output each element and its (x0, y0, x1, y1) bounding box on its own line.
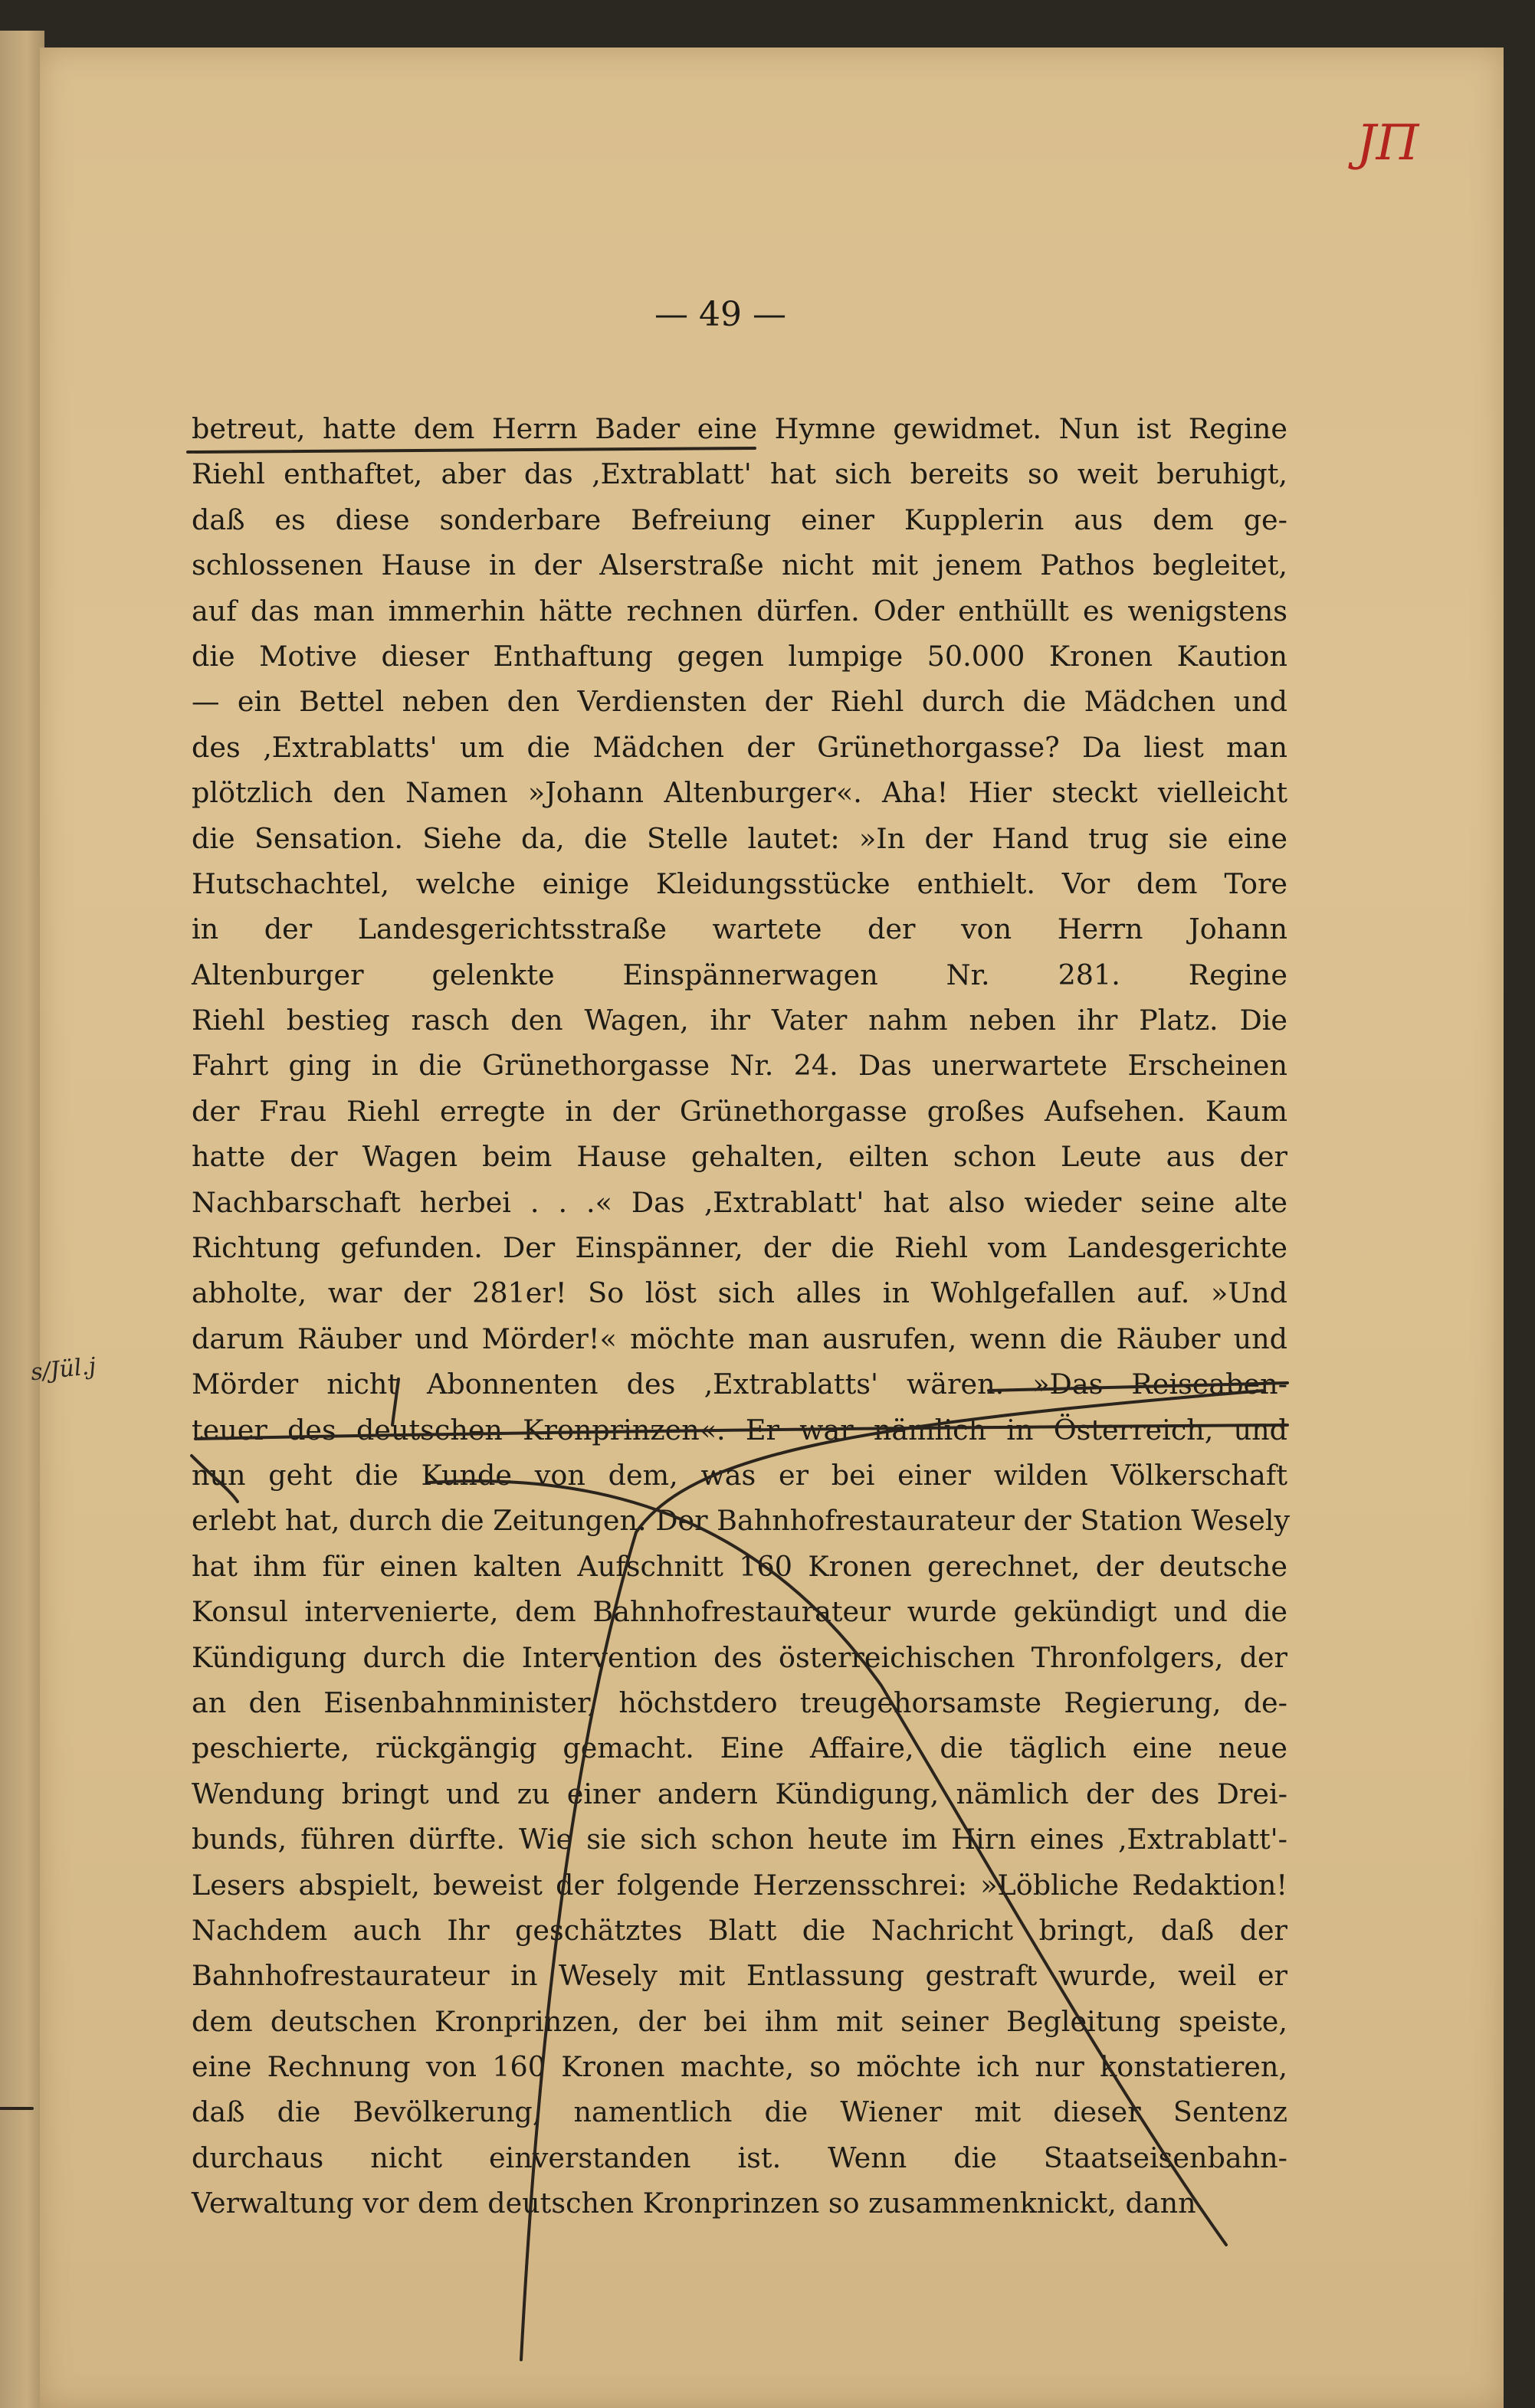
text-line: die Motive dieser Enthaftung gegen lumpige 50.000 Kronen Kaution (192, 639, 1287, 673)
text-line: Kündigung durch die Intervention des österreichischen Thronfolgers, der (192, 1640, 1287, 1674)
text-line: auf das man immerhin hätte rechnen dürfen. Oder enthüllt es wenigstens (192, 594, 1287, 627)
text-line: bunds, führen dürfte. Wie sie sich schon heute im Hirn eines ‚Extrablatt'- (192, 1823, 1287, 1856)
previous-page-edge (0, 31, 44, 2408)
text-line: hatte der Wagen beim Hause gehalten, eilten schon Leute aus der (192, 1140, 1287, 1174)
page-number: — 49 — (654, 295, 786, 334)
text-line: Richtung gefunden. Der Einspänner, der die Riehl vom Landesgerichte (192, 1231, 1287, 1265)
text-line: des ‚Extrablatts' um die Mädchen der Grünethorgasse? Da liest man (192, 730, 1287, 764)
text-line: darum Räuber und Mörder!« möchte man ausrufen, wenn die Räuber und (192, 1322, 1287, 1355)
text-line: Mörder nicht Abonnenten des ‚Extrablatts' wären. »Das Reiseaben- (192, 1368, 1287, 1401)
text-line: Verwaltung vor dem deutschen Kronprinzen so zusammenknickt, dann (192, 2187, 1196, 2220)
body-text (192, 406, 1291, 2226)
text-line: durchaus nicht einverstanden ist. Wenn die Staatseisenbahn- (192, 2141, 1287, 2174)
text-line: dem deutschen Kronprinzen, der bei ihm mit seiner Begleitung speiste, (192, 2004, 1287, 2038)
text-line: Riehl bestieg rasch den Wagen, ihr Vater nahm neben ihr Platz. Die (192, 1004, 1287, 1037)
text-line: Riehl enthaftet, aber das ‚Extrablatt' hat sich bereits so weit beruhigt, (192, 457, 1287, 491)
text-line: die Sensation. Siehe da, die Stelle lautet: »In der Hand trug sie eine (192, 821, 1287, 855)
text-line: Wendung bringt und zu einer andern Kündigung, nämlich der des Drei- (192, 1777, 1287, 1810)
text-line: Fahrt ging in die Grünethorgasse Nr. 24. Das unerwartete Erscheinen (192, 1049, 1287, 1083)
text-line: der Frau Riehl erregte in der Grünethorgasse großes Aufsehen. Kaum (192, 1094, 1287, 1128)
text-line: nun geht die Kunde von dem, was er bei einer wilden Völkerschaft (192, 1458, 1287, 1492)
text-line: Altenburger gelenkte Einspännerwagen Nr. 281. Regine (192, 958, 1287, 991)
text-line: Bahnhofrestaurateur in Wesely mit Entlassung gestraft wurde, weil er (192, 1959, 1287, 1993)
text-line: hat ihm für einen kalten Aufschnitt 160 Kronen gerechnet, der deutsche (192, 1549, 1287, 1583)
text-line: erlebt hat, durch die Zeitungen. Der Bahnhofrestaurateur der Station Wesely (192, 1504, 1291, 1538)
text-line: betreut, hatte dem Herrn Bader eine Hymne gewidmet. Nun ist Regine (192, 412, 1287, 445)
text-line: Hutschachtel, welche einige Kleidungsstücke enthielt. Vor dem Tore (192, 867, 1287, 900)
text-line: — ein Bettel neben den Verdiensten der Riehl durch die Mädchen und (192, 685, 1287, 719)
text-line: daß es diese sonderbare Befreiung einer Kupplerin aus dem ge- (192, 503, 1287, 536)
text-line: daß die Bevölkerung, namentlich die Wiener mit dieser Sentenz (192, 2095, 1287, 2129)
text-line: Nachbarschaft herbei . . .« Das ‚Extrablatt' hat also wieder seine alte (192, 1185, 1287, 1219)
text-line: an den Eisenbahnminister, höchstdero treugehorsamste Regierung, de- (192, 1686, 1287, 1719)
text-line: Konsul intervenierte, dem Bahnhofrestaurateur wurde gekündigt und die (192, 1595, 1287, 1629)
red-corner-mark: ЈП (1356, 115, 1419, 172)
text-line: in der Landesgerichtsstraße wartete der von Herrn Johann (192, 912, 1287, 946)
handwritten-margin-note: s/Jül.j (29, 1352, 97, 1387)
text-line: schlossenen Hause in der Alserstraße nicht mit jenem Pathos begleitet, (192, 549, 1287, 582)
text-line: peschierte, rückgängig gemacht. Eine Affaire, die täglich eine neue (192, 1731, 1287, 1765)
text-line: teuer des deutschen Kronprinzen«. Er war nämlich in Österreich, und (192, 1413, 1287, 1446)
text-line: Nachdem auch Ihr geschätztes Blatt die Nachricht bringt, daß der (192, 1913, 1287, 1947)
text-line: Lesers abspielt, beweist der folgende Herzensschrei: »Löbliche Redaktion! (192, 1868, 1287, 1902)
text-line: abholte, war der 281er! So löst sich alles in Wohlgefallen auf. »Und (192, 1276, 1287, 1310)
text-line: eine Rechnung von 160 Kronen machte, so möchte ich nur konstatieren, (192, 2050, 1287, 2084)
text-line: plötzlich den Namen »Johann Altenburger«. Aha! Hier steckt vielleicht (192, 776, 1287, 810)
